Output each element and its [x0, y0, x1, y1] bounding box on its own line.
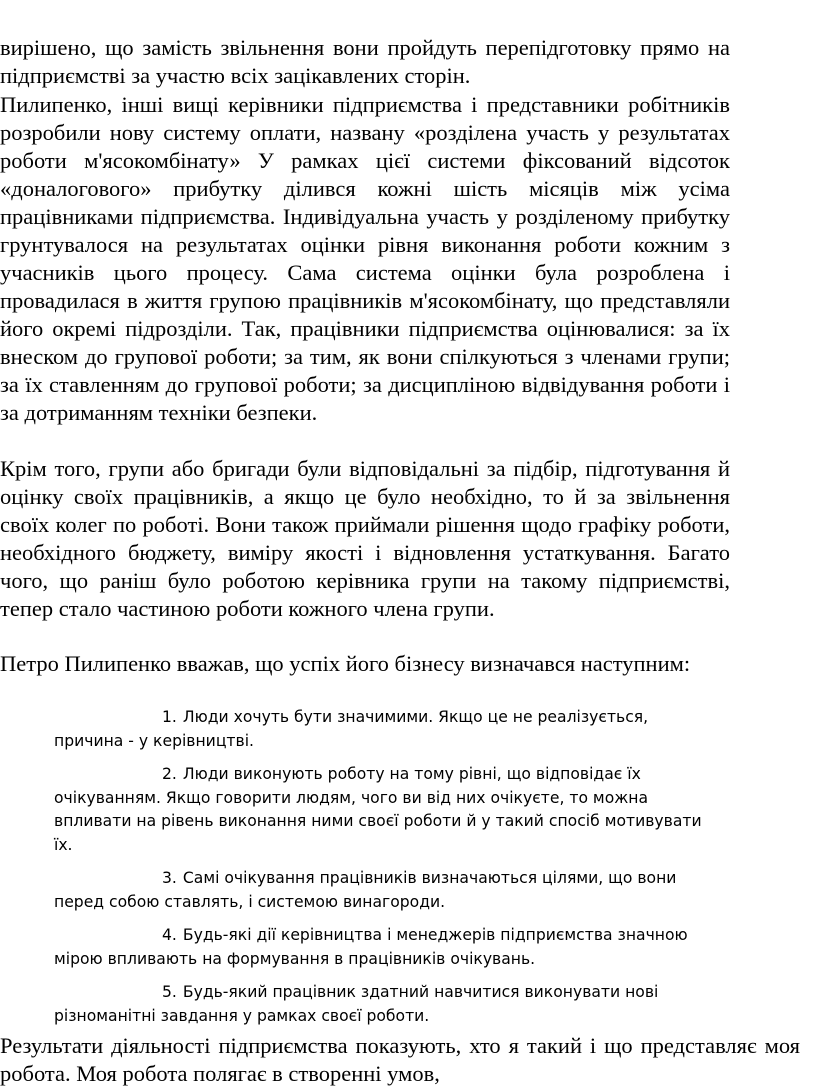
numbered-list — [54, 706, 714, 1028]
list-item — [54, 924, 714, 971]
list-item-text: Будь-який працівник здатний навчитися виконувати нові різноманітні завдання у рамках своєї роботи. — [54, 983, 659, 1025]
list-item — [54, 981, 714, 1028]
list-item-number: 4. — [162, 926, 177, 944]
list-item-text: Люди хочуть бути значимими. Якщо це не реалізується, причина - у керівництві. — [54, 708, 649, 750]
paragraph-1: вирішено, що замість звільнення вони пройдуть перепідготовку прямо на підприємстві за участю всіх зацікавлених сторін. — [0, 35, 730, 88]
list-item — [54, 867, 714, 914]
list-item — [54, 763, 714, 857]
paragraph-3: Крім того, групи або бригади були відповідальні за підбір, підготування й оцінку своїх працівників, а якщо це було необхідно, то й за звільнення своїх колег по роботі. Вони також приймали рішення щодо графіку роботи, необхідного бюджету, виміру якості і відновлення устаткування. Багато чого, що раніш було роботою керівника групи на такому підприємстві, тепер стало частиною роботи кожного члена групи. — [0, 456, 730, 621]
list-item-number: 3. — [162, 869, 177, 887]
list-item-text: Будь-які дії керівництва і менеджерів підприємства значною мірою впливають на формування в працівників очікувань. — [54, 926, 688, 968]
list-item-text: Самі очікування працівників визначаються цілями, що вони перед собою ставлять, і системою винагороди. — [54, 869, 677, 911]
list-item — [54, 706, 714, 753]
paragraph-5: Результати діяльності підприємства показують, хто я такий і що представляє моя робота. Моя робота полягає в створенні умов, — [0, 1033, 800, 1086]
list-item-number: 2. — [162, 765, 177, 783]
paragraph-2: Пилипенко, інші вищі керівники підприємства і представники робітників розробили нову систему оплати, названу «розділена участь у результатах роботи м'ясокомбінату» У рамках цієї системи фіксований відсоток «доналогового» прибутку ділився кожні шість місяців між усіма працівниками підприємства. Індивідуальна участь у розділеному прибутку грунтувалося на результатах оцінки рівня виконання роботи кожним з учасників цього процесу. Сама система оцінки була розроблена і провадилася в життя групою працівників м'ясокомбінату, що представляли його окремі підрозділи. Так, працівники підприємства оцінювалися: за їх внеском до групової роботи; за тим, як вони спілкуються з членами групи; за їх ставленням до групової роботи; за дисципліною відвідування роботи і за дотриманням техніки безпеки. — [0, 92, 730, 425]
list-item-number: 5. — [162, 983, 177, 1001]
list-item-number: 1. — [162, 708, 177, 726]
list-item-text: Люди виконують роботу на тому рівні, що відповідає їх очікуванням. Якщо говорити людям, чого ви від них очікуєте, то можна впливати на рівень виконання ними своєї роботи й у такий спосіб мотивувати їх. — [54, 765, 702, 854]
paragraph-4: Петро Пилипенко вважав, що успіх його бізнесу визначався наступним: — [0, 651, 691, 676]
